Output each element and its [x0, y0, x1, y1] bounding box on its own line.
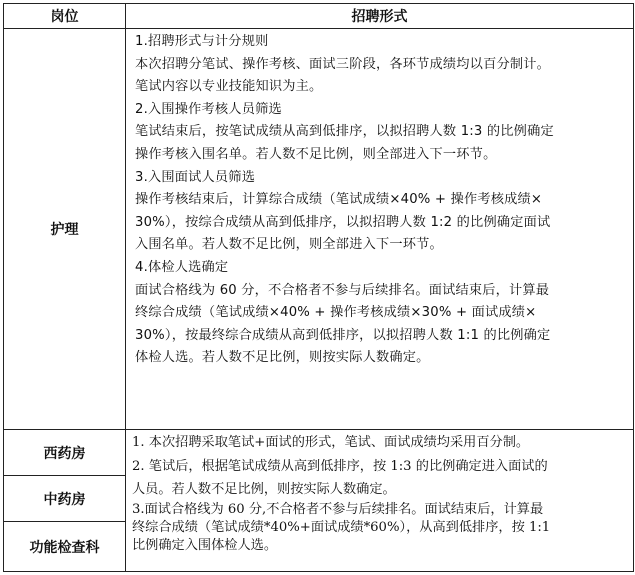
rule-heading-3: 3.入围面试人员筛选 — [135, 169, 256, 185]
recruitment-table — [3, 3, 634, 572]
pharmacy-group-rules — [126, 430, 634, 572]
rule-text: 30%），按最终综合成绩从高到低排序，以拟招聘人数 1:1 的比例确定 — [135, 327, 551, 343]
header-post: 岗位 — [4, 4, 126, 29]
rule-text: 操作考核结束后，计算综合成绩（笔试成绩×40% + 操作考核成绩× — [135, 192, 543, 208]
rule-heading-2: 2.入围操作考核人员筛选 — [135, 101, 282, 117]
post-nursing: 护理 — [4, 29, 126, 430]
rule-text: 3.面试合格线为 60 分,不合格者不参与后续排名。面试结束后，计算最 — [132, 502, 544, 517]
rule-text: 30%），按综合成绩从高到低排序，以拟招聘人数 1:2 的比例确定面试 — [135, 214, 551, 230]
rule-text: 笔试结束后，按笔试成绩从高到低排序，以拟招聘人数 1:3 的比例确定 — [135, 124, 554, 140]
header-form: 招聘形式 — [126, 4, 634, 29]
post-function-exam: 功能检查科 — [4, 522, 126, 572]
post-western-pharmacy: 西药房 — [4, 430, 126, 476]
rule-text: 本次招聘分笔试、操作考核、面试三阶段，各环节成绩均以百分制计。 — [135, 56, 551, 72]
rule-text: 终综合成绩（笔试成绩*40%+面试成绩*60%），从高到低排序，按 1:1 — [132, 520, 551, 535]
rule-text: 面试合格线为 60 分，不合格者不参与后续排名。面试结束后，计算最 — [135, 282, 550, 298]
rule-text: 体检人选。若人数不足比例，则按实际人数确定。 — [135, 350, 430, 366]
rule-heading-1: 1.招聘形式与计分规则 — [135, 34, 269, 49]
rule-text: 笔试内容以专业技能知识为主。 — [135, 79, 323, 95]
rule-text: 操作考核入围名单。若人数不足比例，则全部进入下一环节。 — [135, 146, 497, 162]
row-nursing — [4, 29, 634, 430]
rule-text: 比例确定入围体检人选。 — [132, 538, 278, 553]
nursing-rules — [126, 29, 634, 430]
header-row — [4, 4, 634, 29]
rule-text: 终综合成绩（笔试成绩×40% + 操作考核成绩×30% + 面试成绩× — [135, 305, 537, 321]
row-western-pharmacy — [4, 430, 634, 476]
rule-heading-4: 4.体检人选确定 — [135, 259, 229, 275]
rule-text: 2. 笔试后，根据笔试成绩从高到低排序，按 1:3 的比例确定进入面试的 — [132, 459, 548, 474]
post-chinese-pharmacy: 中药房 — [4, 476, 126, 522]
rule-text: 人员。若人数不足比例，则按实际人数确定。 — [132, 482, 396, 497]
rule-text: 1. 本次招聘采取笔试+面试的形式，笔试、面试成绩均采用百分制。 — [132, 435, 530, 450]
rule-text: 入围名单。若人数不足比例，则全部进入下一环节。 — [135, 237, 443, 253]
